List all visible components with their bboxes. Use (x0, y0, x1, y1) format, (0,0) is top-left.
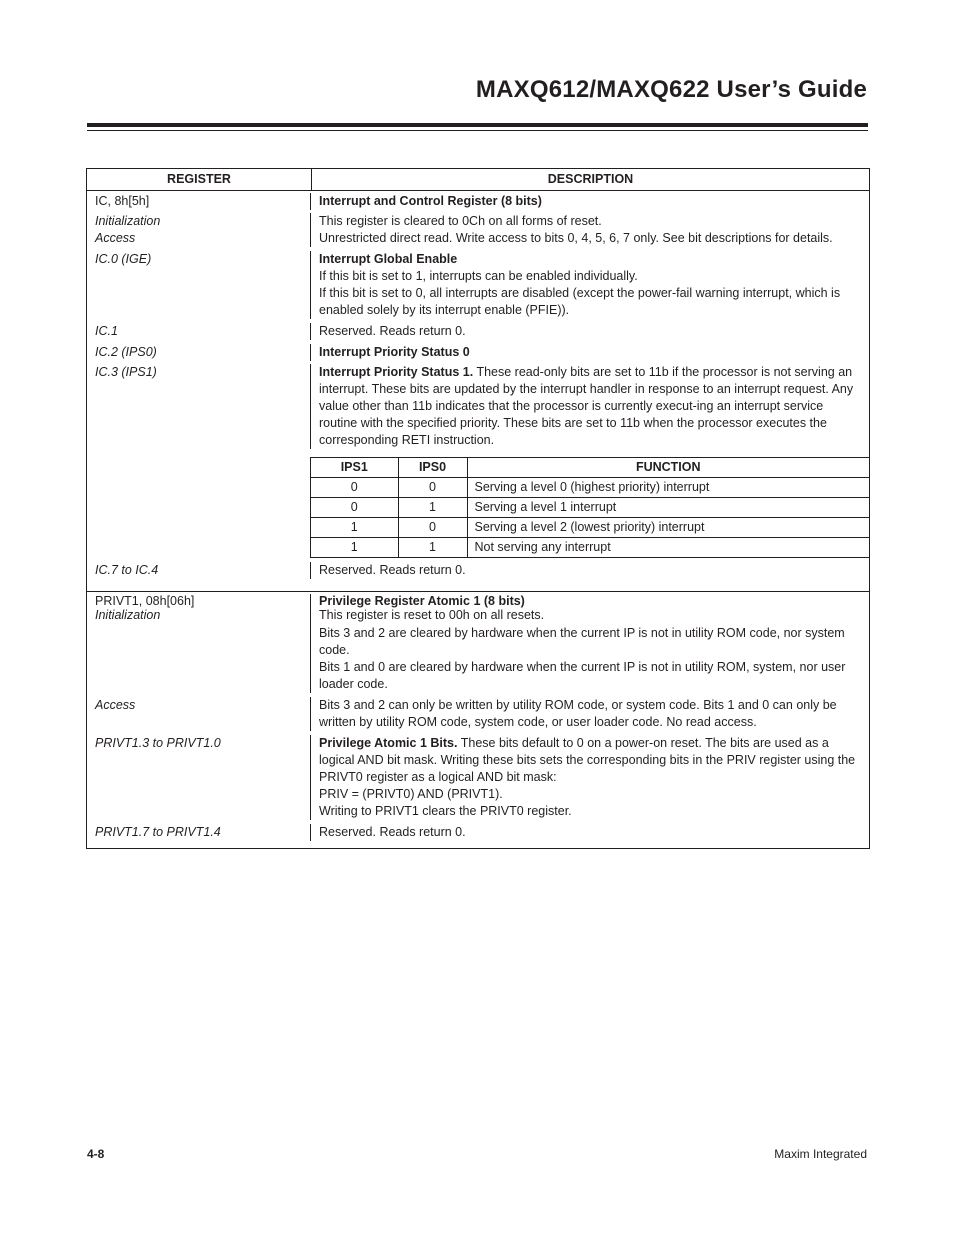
page-title: MAXQ612/MAXQ622 User’s Guide (475, 76, 867, 103)
privt1-register-name: PRIVT1, 08h[06h] (87, 594, 311, 608)
ic2-label: IC.2 (IPS0) (87, 344, 311, 361)
function-cell: Serving a level 2 (lowest priority) interrupt (467, 518, 869, 538)
ic-access-label: Access (87, 230, 311, 247)
page-number: 4-8 (87, 1147, 105, 1161)
table-row (311, 518, 869, 538)
privt1-bits30-line3: Writing to PRIVT1 clears the PRIVT0 register. (319, 804, 572, 818)
ips0-cell: 1 (398, 538, 467, 558)
privt1-init-line2: Bits 3 and 2 are cleared by hardware when the current IP is not in utility ROM code, nor system code. (319, 626, 845, 657)
ic-access-text: Unrestricted direct read. Write access to bits 0, 4, 5, 6, 7 only. See bit descriptions for details. (319, 231, 833, 245)
ips-table-header-row (311, 458, 869, 478)
footer-company: Maxim Integrated (774, 1147, 867, 1161)
ic3-description (311, 364, 869, 449)
header-rule-thin (87, 130, 868, 131)
register-table (86, 168, 870, 849)
ips1-column-header: IPS1 (311, 458, 398, 478)
ips1-cell: 0 (311, 478, 398, 498)
function-cell: Serving a level 0 (highest priority) interrupt (467, 478, 869, 498)
privt1-bits30-label: PRIVT1.3 to PRIVT1.0 (87, 735, 311, 820)
table-row (311, 498, 869, 518)
ips1-cell: 0 (311, 498, 398, 518)
ic1-label: IC.1 (87, 323, 311, 340)
ic0-line2: If this bit is set to 0, all interrupts are disabled (except the power-fail warning interrupt, which is enabled solely by its interrupt enable (PFIE)). (319, 286, 841, 317)
function-cell: Not serving any interrupt (467, 538, 869, 558)
table-header (87, 169, 869, 191)
privt1-init-label: Initialization (87, 608, 311, 693)
table-row (311, 478, 869, 498)
ips0-cell: 1 (398, 498, 467, 518)
description-column-header: DESCRIPTION (547, 172, 634, 186)
privt1-bits74-text: Reserved. Reads return 0. (319, 825, 466, 839)
privt1-bits30-title: Privilege Atomic 1 Bits. (319, 736, 458, 750)
ic-title: Interrupt and Control Register (8 bits) (319, 194, 542, 208)
privt1-init-line3: Bits 1 and 0 are cleared by hardware when the current IP is not in utility ROM, system, nor user loader code. (319, 660, 846, 691)
ic0-label: IC.0 (IGE) (87, 251, 311, 319)
ic2-title: Interrupt Priority Status 0 (319, 345, 470, 359)
privt1-access-text: Bits 3 and 2 can only be written by utility ROM code, or system code. Bits 1 and 0 can only be written by utility ROM code, system code, or user loader code. No read access. (319, 698, 837, 729)
privt1-bits30-description (319, 735, 861, 786)
ic3-title: Interrupt Priority Status 1. (319, 365, 474, 379)
ic3-label: IC.3 (IPS1) (87, 364, 311, 449)
ic-section (87, 191, 869, 592)
ic74-label: IC.7 to IC.4 (87, 562, 311, 579)
privt1-init-line1: This register is reset to 00h on all resets. (319, 608, 545, 622)
ips0-cell: 0 (398, 518, 467, 538)
ic-register-name: IC, 8h[5h] (87, 193, 311, 210)
register-column-header: REGISTER (87, 169, 312, 190)
privt1-bits30-text: These bits default to 0 on a power-on reset. The bits are used as a logical AND bit mask. Writing these bits sets the corresponding bits in the PRIV register using the PRIVT0 register as a logical AND bit mask: (319, 736, 856, 784)
ips-table-wrap (311, 457, 869, 558)
ic1-text: Reserved. Reads return 0. (319, 324, 466, 338)
privt1-bits74-label: PRIVT1.7 to PRIVT1.4 (87, 824, 311, 841)
ips1-cell: 1 (311, 518, 398, 538)
ips0-column-header: IPS0 (398, 458, 467, 478)
ic0-title: Interrupt Global Enable (319, 252, 458, 266)
privt1-bits30-line2: PRIV = (PRIVT0) AND (PRIVT1). (319, 787, 503, 801)
function-cell: Serving a level 1 interrupt (467, 498, 869, 518)
privt1-section (87, 592, 869, 848)
privt1-access-label: Access (87, 697, 311, 731)
ic-init-text: This register is cleared to 0Ch on all forms of reset. (319, 214, 602, 228)
function-column-header: FUNCTION (467, 458, 869, 478)
ic0-line1: If this bit is set to 1, interrupts can be enabled individually. (319, 269, 638, 283)
ips1-cell: 1 (311, 538, 398, 558)
ips-table-spacer (87, 457, 311, 558)
ic-init-label: Initialization (87, 213, 311, 230)
ips0-cell: 0 (398, 478, 467, 498)
ic74-text: Reserved. Reads return 0. (319, 563, 466, 577)
ic3-text: These read-only bits are set to 11b if the processor is not serving an interrupt. These bits are updated by the interrupt handler in response to an interrupt request. Any value other than 11b indicates that the processor is currently execut-ing an interrupt service routine with the specified priority. These bits are set to 11b when the processor executes the corresponding RETI instruction. (319, 365, 854, 447)
ips-function-table (311, 457, 869, 558)
header-rule-thick (87, 123, 868, 127)
privt1-title: Privilege Register Atomic 1 (8 bits) (319, 594, 525, 608)
table-row (311, 538, 869, 558)
